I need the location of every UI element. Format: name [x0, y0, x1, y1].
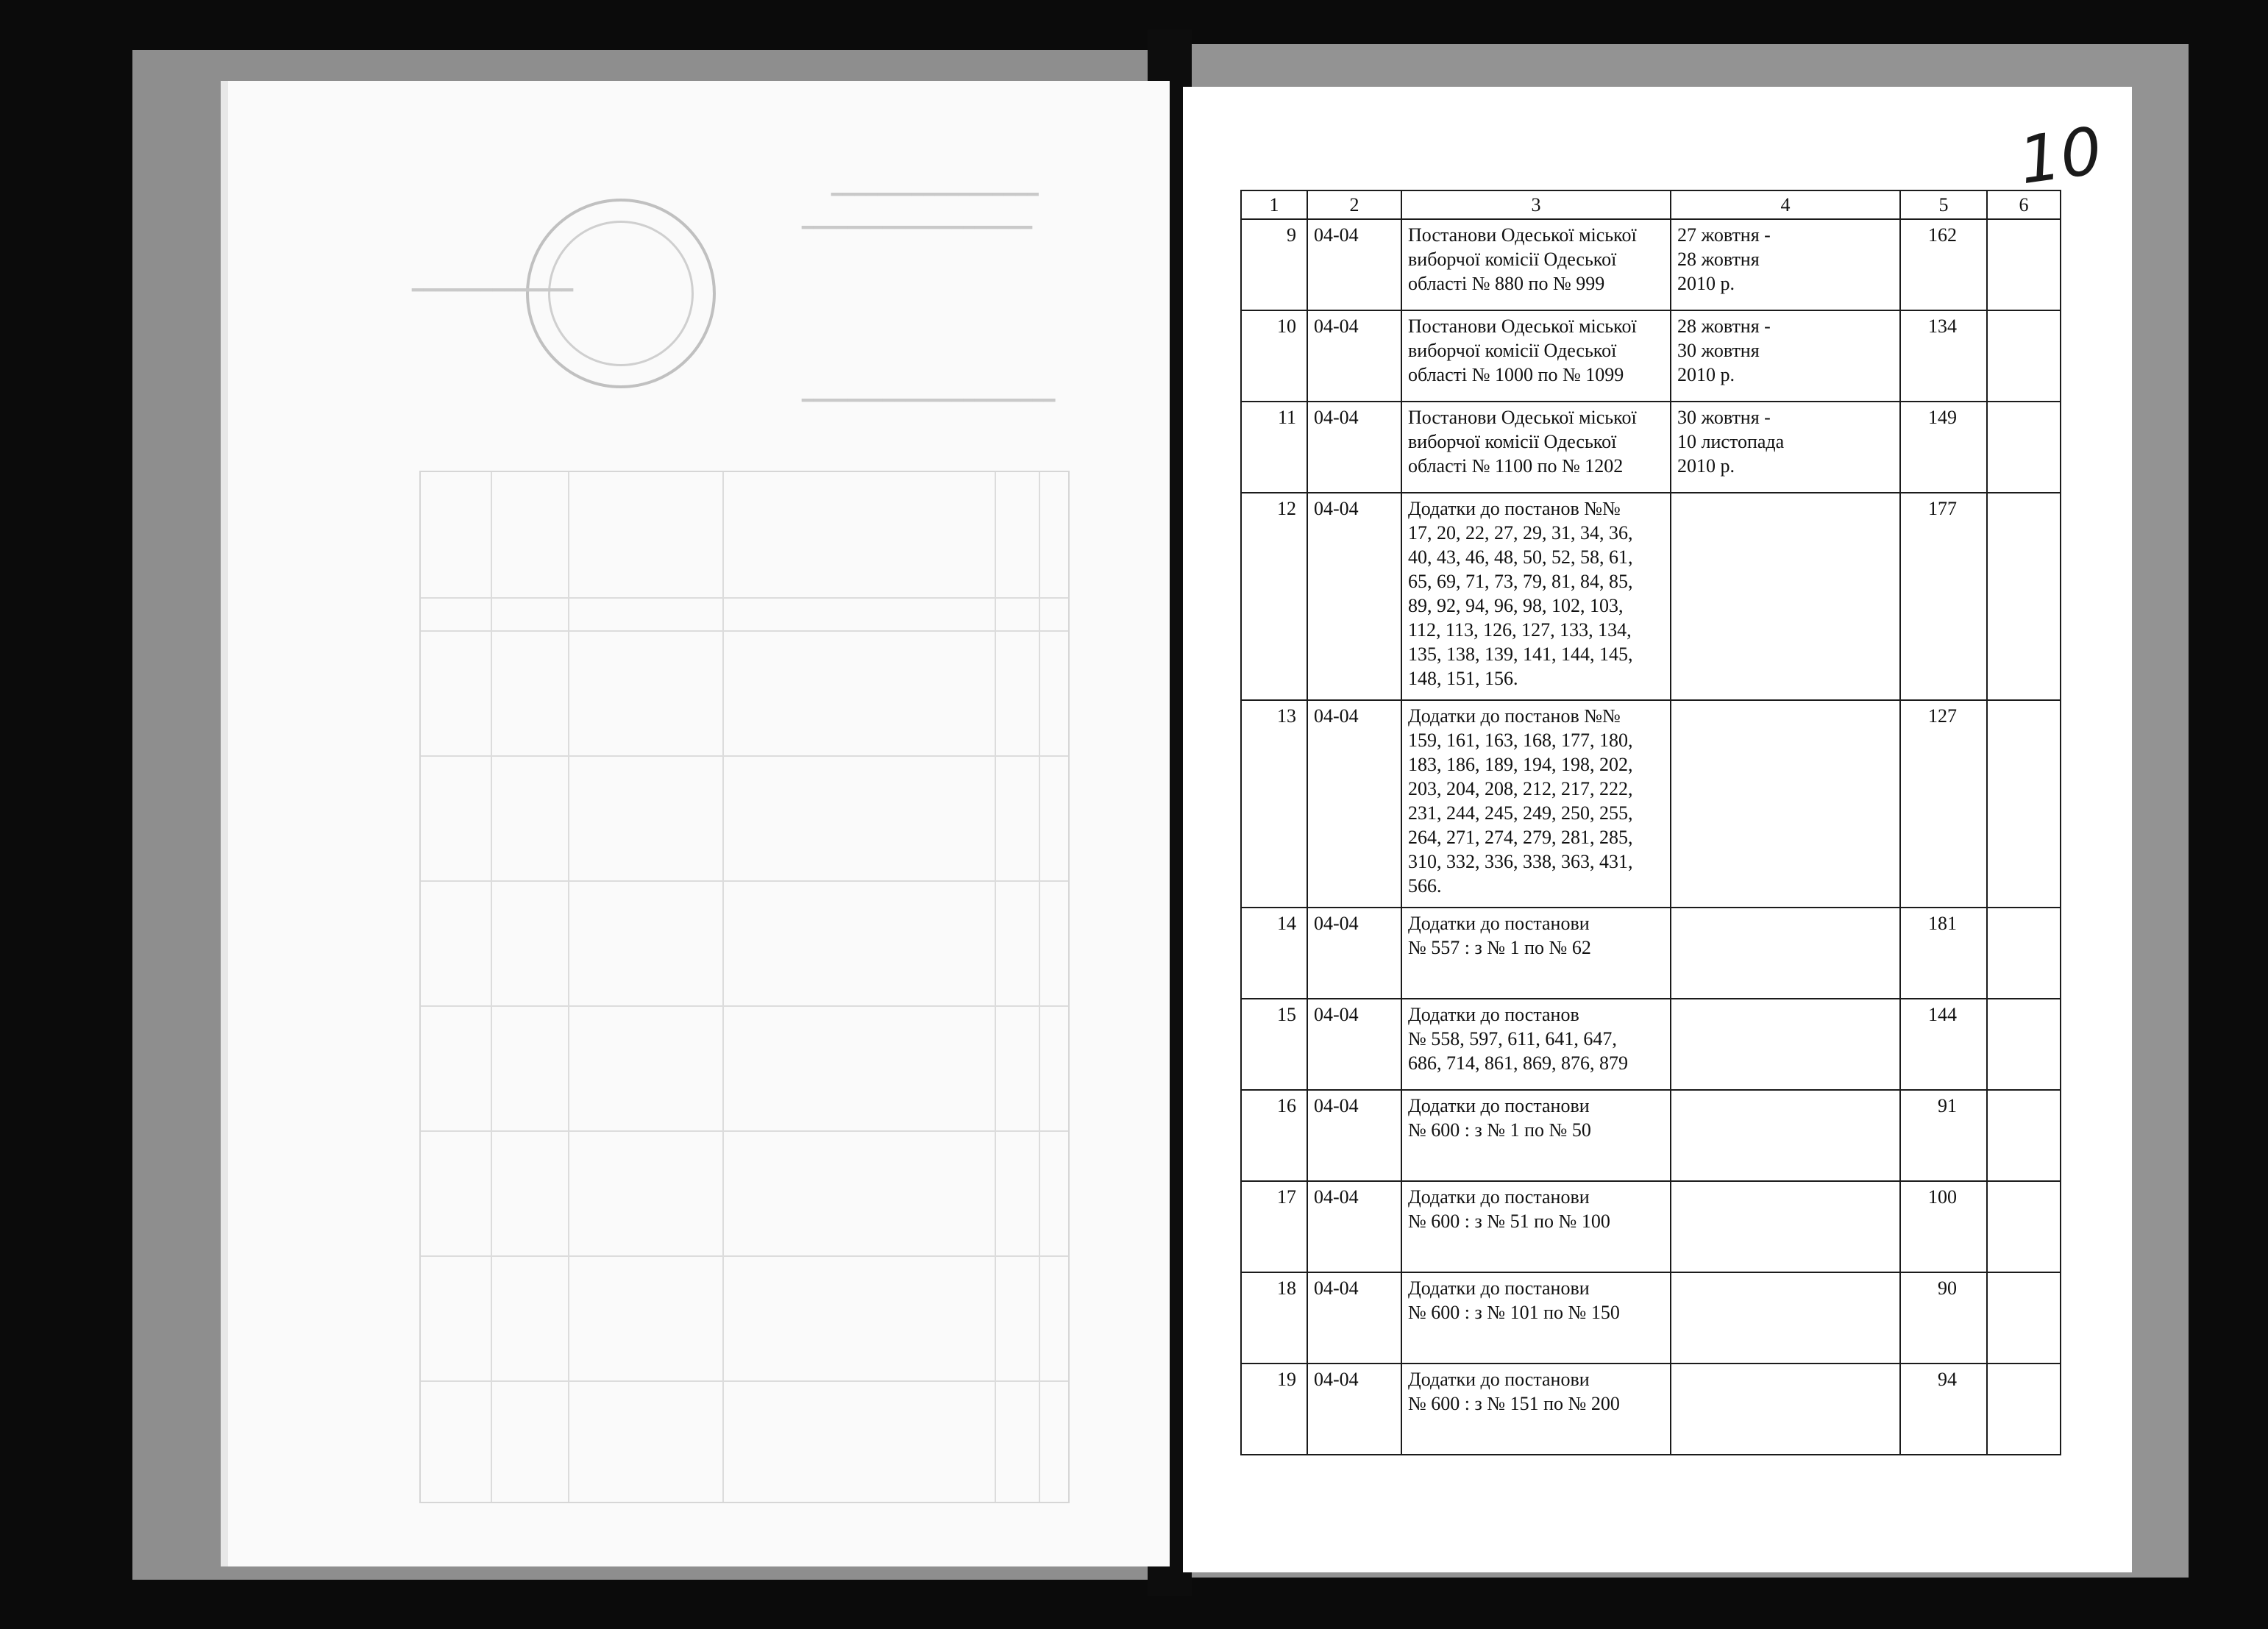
inventory-table — [1240, 190, 2061, 1455]
table-row — [1241, 700, 2061, 908]
date-range — [1671, 1181, 1900, 1272]
table-row — [1241, 1364, 2061, 1455]
table-row — [1241, 1181, 2061, 1272]
date-range — [1671, 908, 1900, 999]
page-count: 144 — [1900, 999, 1987, 1090]
index-code: 04-04 — [1307, 402, 1401, 493]
column-header: 6 — [1987, 190, 2061, 219]
table-row — [1241, 402, 2061, 493]
table-row — [1241, 310, 2061, 402]
row-number: 15 — [1241, 999, 1307, 1090]
note-cell — [1987, 908, 2061, 999]
date-range — [1671, 1272, 1900, 1364]
page-count: 181 — [1900, 908, 1987, 999]
row-number: 11 — [1241, 402, 1307, 493]
file-title: Додатки до постанови № 557 : з № 1 по № 62 — [1401, 908, 1671, 999]
page-count: 134 — [1900, 310, 1987, 402]
left-page — [221, 81, 1170, 1566]
column-header: 5 — [1900, 190, 1987, 219]
row-number: 19 — [1241, 1364, 1307, 1455]
file-title: Постанови Одеської міської виборчої комісії Одеської області № 880 по № 999 — [1401, 219, 1671, 310]
date-range — [1671, 700, 1900, 908]
row-number: 12 — [1241, 493, 1307, 700]
index-code: 04-04 — [1307, 1181, 1401, 1272]
note-cell — [1987, 219, 2061, 310]
table-row — [1241, 493, 2061, 700]
note-cell — [1987, 310, 2061, 402]
table-row — [1241, 908, 2061, 999]
column-header: 4 — [1671, 190, 1900, 219]
ghost-text-line: ━━━━━━━━━━━━━━━━━━━━ — [802, 217, 1033, 238]
note-cell — [1987, 700, 2061, 908]
index-code: 04-04 — [1307, 1090, 1401, 1181]
index-code: 04-04 — [1307, 1272, 1401, 1364]
page-count: 90 — [1900, 1272, 1987, 1364]
row-number: 18 — [1241, 1272, 1307, 1364]
column-header: 3 — [1401, 190, 1671, 219]
file-title: Додатки до постанов № 558, 597, 611, 641, 647, 686, 714, 861, 869, 876, 879 — [1401, 999, 1671, 1090]
date-range: 28 жовтня - 30 жовтня 2010 р. — [1671, 310, 1900, 402]
page-count: 127 — [1900, 700, 1987, 908]
file-title: Постанови Одеської міської виборчої комісії Одеської області № 1000 по № 1099 — [1401, 310, 1671, 402]
index-code: 04-04 — [1307, 1364, 1401, 1455]
note-cell — [1987, 1364, 2061, 1455]
row-number: 9 — [1241, 219, 1307, 310]
page-count: 91 — [1900, 1090, 1987, 1181]
index-code: 04-04 — [1307, 310, 1401, 402]
note-cell — [1987, 1090, 2061, 1181]
file-title: Додатки до постанов №№ 17, 20, 22, 27, 29, 31, 34, 36, 40, 43, 46, 48, 50, 52, 58, 61, 65, 69, 71, 73, 79, 81, 84, 85, 89, 92, 94, 96, 98, 102, 103, 112, 113, 126, 127, 133, 134, 135, 138, 139, 141, 144, 145, 148, 151, 156. — [1401, 493, 1671, 700]
index-code: 04-04 — [1307, 999, 1401, 1090]
file-title: Додатки до постанови № 600 : з № 101 по № 150 — [1401, 1272, 1671, 1364]
index-code: 04-04 — [1307, 219, 1401, 310]
page-count: 149 — [1900, 402, 1987, 493]
date-range: 30 жовтня - 10 листопада 2010 р. — [1671, 402, 1900, 493]
index-code: 04-04 — [1307, 493, 1401, 700]
table-row — [1241, 999, 2061, 1090]
faded-ghost-table — [419, 471, 1070, 1503]
page-count: 177 — [1900, 493, 1987, 700]
row-number: 13 — [1241, 700, 1307, 908]
note-cell — [1987, 999, 2061, 1090]
ghost-text-line: ━━━━━━━━━━━━━━ — [412, 279, 574, 301]
table-header-row — [1241, 190, 2061, 219]
row-number: 16 — [1241, 1090, 1307, 1181]
date-range — [1671, 999, 1900, 1090]
note-cell — [1987, 1272, 2061, 1364]
row-number: 14 — [1241, 908, 1307, 999]
date-range — [1671, 493, 1900, 700]
page-count: 100 — [1900, 1181, 1987, 1272]
note-cell — [1987, 1181, 2061, 1272]
index-code: 04-04 — [1307, 700, 1401, 908]
table-row — [1241, 1272, 2061, 1364]
date-range — [1671, 1090, 1900, 1181]
date-range — [1671, 1364, 1900, 1455]
file-title: Додатки до постанов №№ 159, 161, 163, 168, 177, 180, 183, 186, 189, 194, 198, 202, 203, 204, 208, 212, 217, 222, 231, 244, 245, 249, 250, 255, 264, 271, 274, 279, 281, 285, 310, 332, 336, 338, 363, 431, 566. — [1401, 700, 1671, 908]
row-number: 10 — [1241, 310, 1307, 402]
note-cell — [1987, 402, 2061, 493]
column-header: 1 — [1241, 190, 1307, 219]
table-row — [1241, 1090, 2061, 1181]
file-title: Додатки до постанови № 600 : з № 151 по № 200 — [1401, 1364, 1671, 1455]
file-title: Додатки до постанови № 600 : з № 1 по № 50 — [1401, 1090, 1671, 1181]
index-code: 04-04 — [1307, 908, 1401, 999]
page-count: 162 — [1900, 219, 1987, 310]
table-row — [1241, 219, 2061, 310]
file-title: Додатки до постанови № 600 : з № 51 по № 100 — [1401, 1181, 1671, 1272]
handwritten-page-number: 10 — [2014, 112, 2107, 199]
file-title: Постанови Одеської міської виборчої комісії Одеської області № 1100 по № 1202 — [1401, 402, 1671, 493]
column-header: 2 — [1307, 190, 1401, 219]
ghost-text-line: ━━━━━━━━━━━━━━━━━━ — [831, 184, 1039, 205]
page-count: 94 — [1900, 1364, 1987, 1455]
date-range: 27 жовтня - 28 жовтня 2010 р. — [1671, 219, 1900, 310]
note-cell — [1987, 493, 2061, 700]
row-number: 17 — [1241, 1181, 1307, 1272]
ghost-text-line: ━━━━━━━━━━━━━━━━━━━━━━ — [802, 390, 1056, 411]
